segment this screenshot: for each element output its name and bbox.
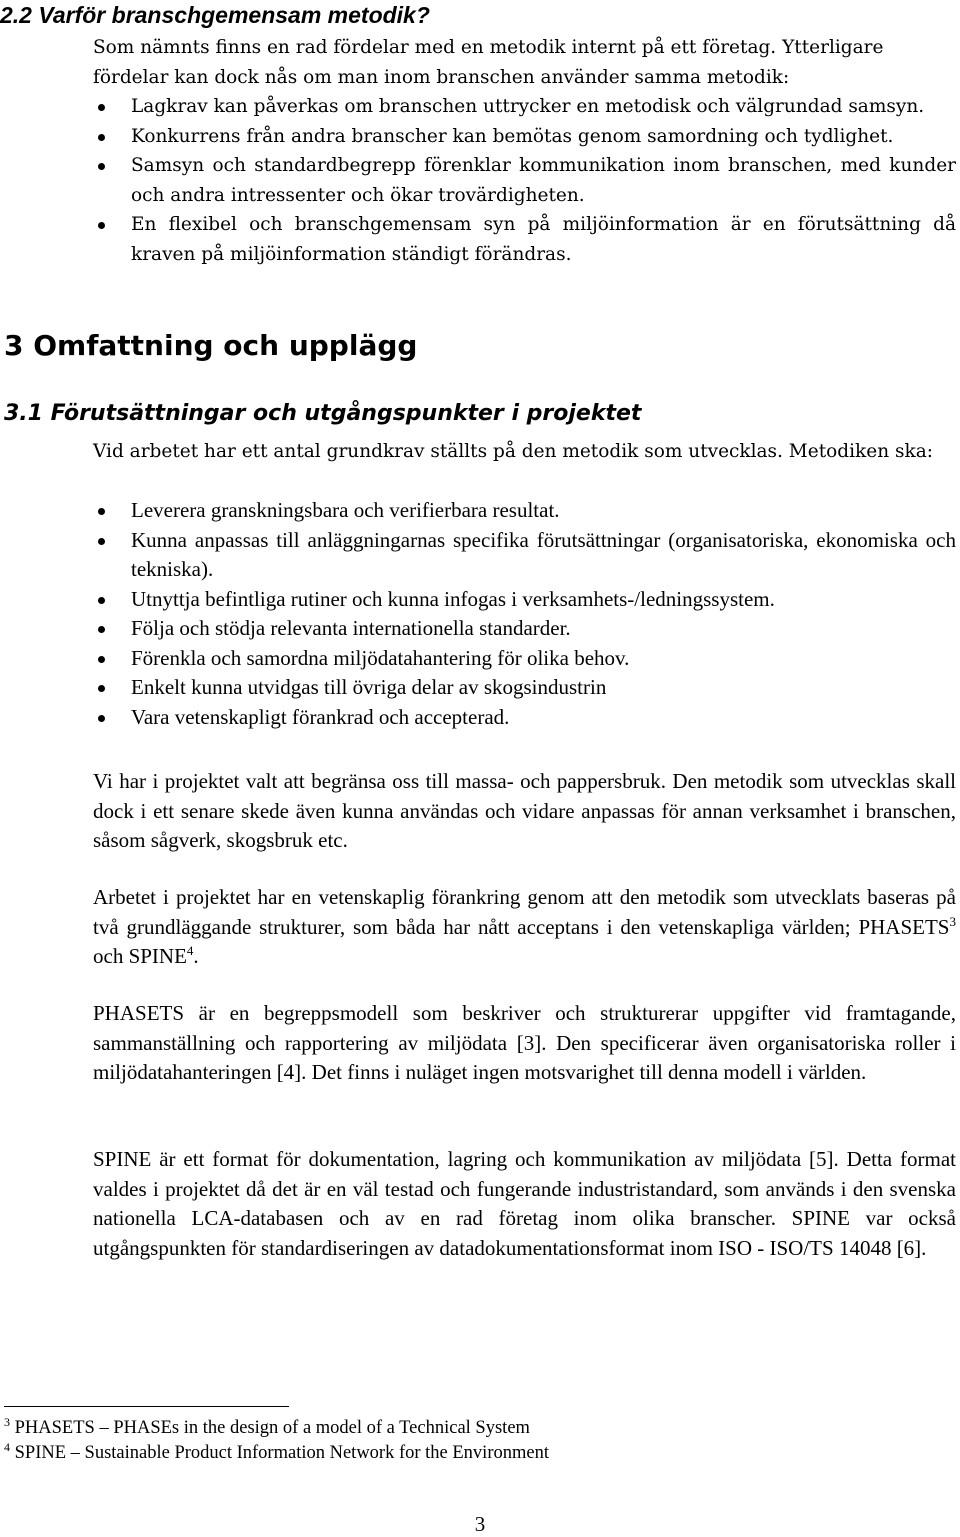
section-3-1-intro: Vid arbetet har ett antal grundkrav ställts på den metodik som utvecklas. Metodiken ska: bbox=[93, 441, 933, 462]
footnote-ref-3: 3 bbox=[949, 913, 956, 929]
list-item-text: Utnyttja befintliga rutiner och kunna infogas i verksamhets-/ledningssystem. bbox=[131, 586, 775, 611]
list-item bbox=[93, 703, 956, 733]
bullet-icon bbox=[98, 685, 105, 692]
list-item-text: Följa och stödja relevanta internationella standarder. bbox=[131, 616, 571, 640]
bullet-icon bbox=[98, 626, 105, 633]
paragraph-spine: SPINE är ett format för dokumentation, lagring och kommunikation av miljödata [5]. Detta format valdes i projektet då det är en väl testad och fungerande industristandard, som används i den svenska nationella LCA-databasen och av en rad företag inom olika branscher. SPINE var också utgångspunkten för standardiseringen av datadokumentationsformat inom ISO - ISO/TS 14048 [6]. bbox=[93, 1147, 956, 1260]
list-item bbox=[93, 614, 956, 644]
bullet-icon bbox=[98, 104, 105, 111]
footnote-text: PHASETS – PHASEs in the design of a model of a Technical System bbox=[14, 1418, 530, 1438]
requirements-bullet-list bbox=[93, 496, 956, 732]
list-item bbox=[93, 585, 956, 615]
footnote-text: SPINE – Sustainable Product Information Network for the Environment bbox=[14, 1443, 549, 1463]
bullet-icon bbox=[98, 597, 105, 604]
section-2-2-intro bbox=[93, 33, 956, 92]
list-item bbox=[93, 526, 956, 585]
page-number: 3 bbox=[474, 1512, 486, 1536]
paragraph-foundation-text: Arbetet i projektet har en vetenskaplig förankring genom att den metodik som utvecklats baseras på två grundläggande strukturer, som båda har nått acceptans i den vetenskapliga världen; PHASETS bbox=[93, 885, 956, 939]
list-item-text: Kunna anpassas till anläggningarnas specifika förutsättningar (organisatoriska, ekonomiska och tekniska). bbox=[131, 527, 956, 581]
footnote-ref-4: 4 bbox=[186, 943, 194, 958]
section-heading-3-1: 3.1 Förutsättningar och utgångspunkter i projektet bbox=[4, 401, 642, 426]
paragraph-scope: Vi har i projektet valt att begränsa oss till massa- och pappersbruk. Den metodik som utvecklas skall dock i ett senare skede även kunna användas och vidare anpassas för annan verksamhet i branschen, såsom sågverk, skogsbruk etc. bbox=[93, 769, 956, 852]
paragraph-foundation-mid: och SPINE bbox=[93, 944, 187, 968]
bullet-icon bbox=[98, 134, 105, 141]
section-2-2-bullet-list bbox=[93, 92, 956, 269]
list-item-text: Samsyn och standardbegrepp förenklar kommunikation inom branschen, med kunder och andra intressenter och ökar trovärdigheten. bbox=[131, 155, 956, 206]
list-item-text: Vara vetenskapligt förankrad och accepterad. bbox=[131, 704, 510, 729]
bullet-icon bbox=[98, 656, 105, 663]
intro-line-2: fördelar kan dock nås om man inom branschen använder samma metodik: bbox=[93, 66, 790, 88]
list-item bbox=[93, 92, 956, 122]
footnote-number: 4 bbox=[4, 1439, 10, 1454]
list-item bbox=[93, 122, 956, 152]
footnote-divider bbox=[4, 1406, 289, 1407]
intro-line-1: Som nämnts finns en rad fördelar med en metodik internt på ett företag. Ytterligare bbox=[93, 37, 884, 58]
bullet-icon bbox=[98, 222, 105, 229]
list-item bbox=[93, 644, 956, 674]
list-item bbox=[93, 210, 956, 269]
list-item-text: En flexibel och branschgemensam syn på miljöinformation är en förutsättning då kraven på miljöinformation ständigt förändras. bbox=[131, 214, 956, 265]
list-item-text: Lagkrav kan påverkas om branschen uttrycker en metodisk och välgrundad samsyn. bbox=[131, 96, 925, 117]
bullet-icon bbox=[98, 715, 105, 722]
list-item bbox=[93, 673, 956, 703]
footnotes bbox=[4, 1416, 549, 1466]
list-item bbox=[93, 496, 956, 526]
paragraph-foundation bbox=[93, 883, 956, 972]
footnote-3 bbox=[4, 1416, 549, 1441]
list-item bbox=[93, 151, 956, 210]
list-item-text: Förenkla och samordna miljödatahantering för olika behov. bbox=[131, 645, 630, 670]
bullet-icon bbox=[98, 508, 105, 515]
section-heading-2-2: 2.2 Varför branschgemensam metodik? bbox=[0, 2, 430, 28]
list-item-text: Enkelt kunna utvidgas till övriga delar av skogsindustrin bbox=[131, 675, 607, 699]
footnote-4 bbox=[4, 1441, 549, 1466]
paragraph-foundation-end: . bbox=[193, 944, 199, 968]
footnote-number: 3 bbox=[4, 1414, 10, 1429]
paragraph-phasets: PHASETS är en begreppsmodell som beskriver och strukturerar uppgifter vid framtagande, sammanställning och rapportering av miljödata [3]. Den specificerar även organisatoriska roller i miljödatahanteringen [4]. Det finns i nuläget ingen motsvarighet till denna modell i världen. bbox=[93, 1001, 956, 1084]
bullet-icon bbox=[98, 163, 105, 170]
list-item-text: Konkurrens från andra branscher kan bemötas genom samordning och tydlighet. bbox=[131, 125, 894, 147]
section-heading-3: 3 Omfattning och upplägg bbox=[4, 329, 418, 362]
list-item-text: Leverera granskningsbara och verifierbara resultat. bbox=[131, 498, 560, 522]
bullet-icon bbox=[98, 538, 105, 545]
